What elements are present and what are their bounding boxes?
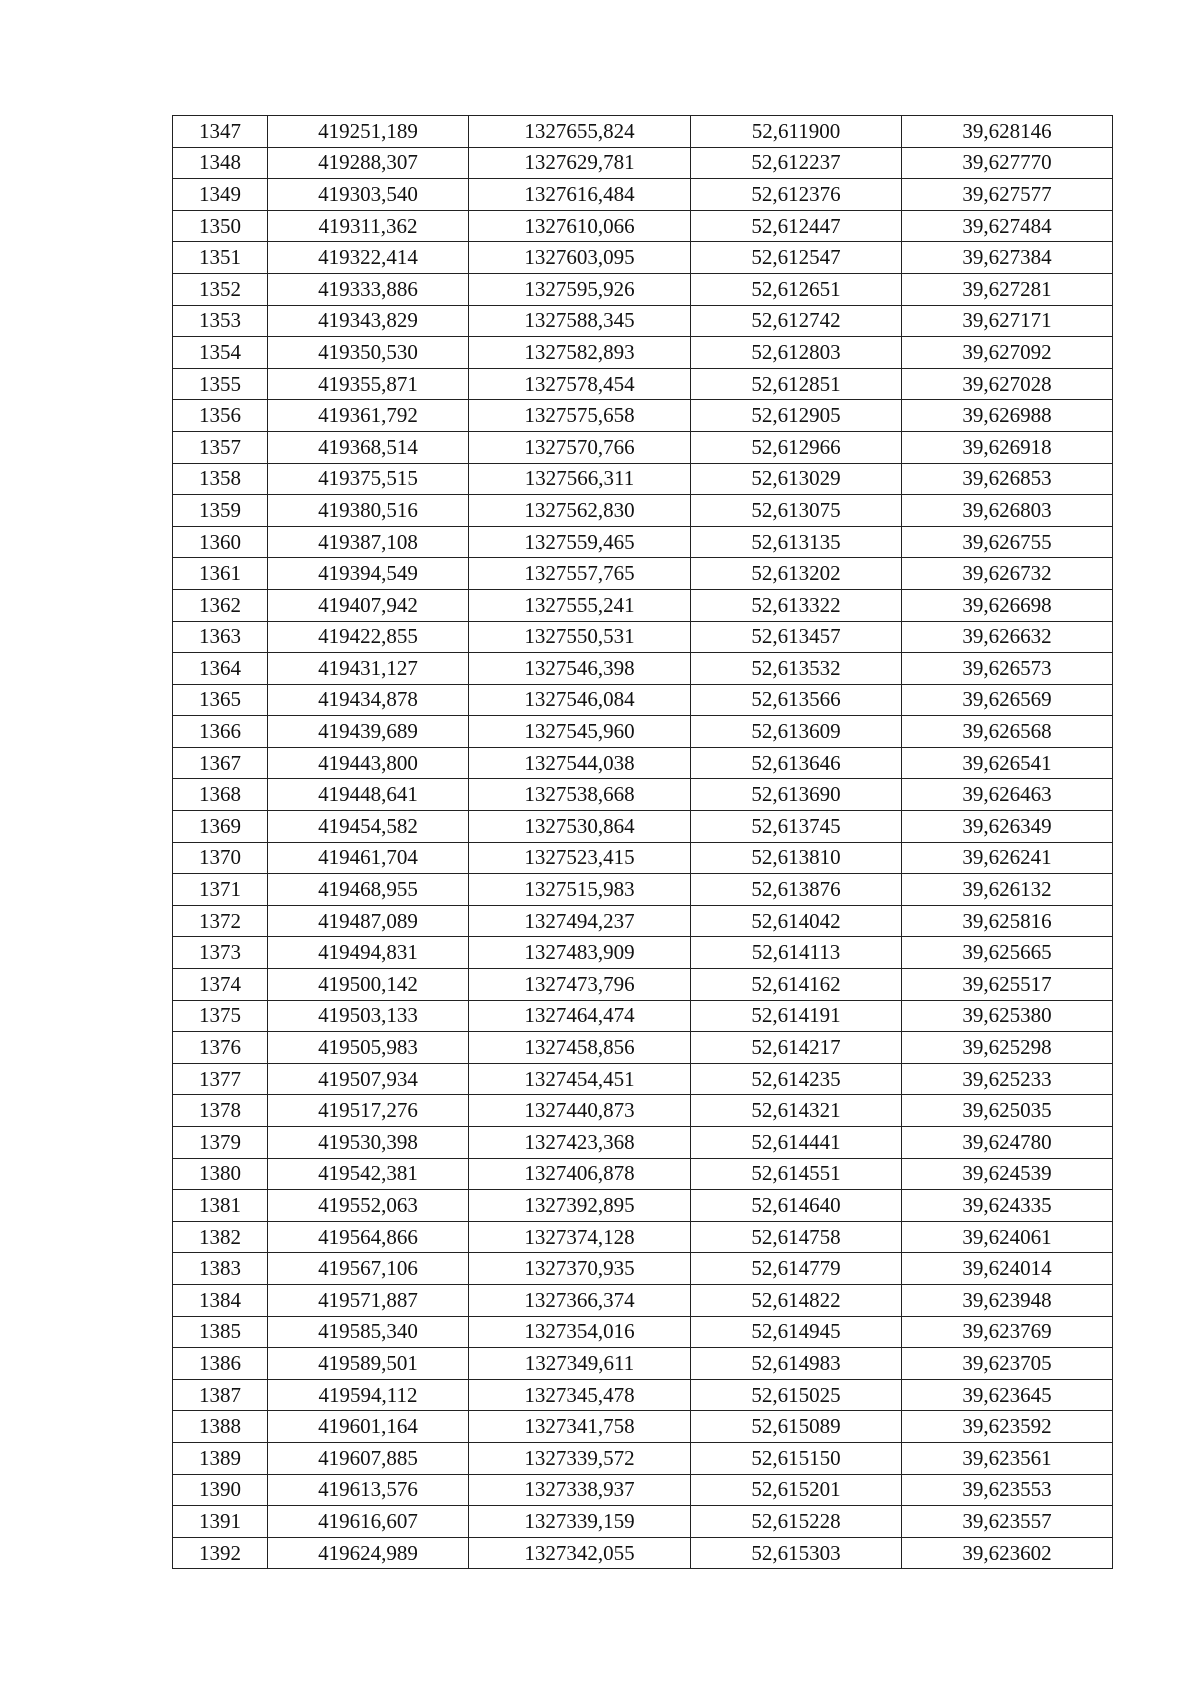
point-number-cell: 1361 (173, 558, 268, 590)
y-coordinate-cell: 1327578,454 (469, 368, 691, 400)
table-row (173, 1158, 1113, 1190)
longitude-cell: 39,626755 (902, 526, 1113, 558)
latitude-cell: 52,614113 (691, 937, 902, 969)
point-number-cell: 1359 (173, 495, 268, 527)
longitude-cell: 39,623553 (902, 1474, 1113, 1506)
latitude-cell: 52,614551 (691, 1158, 902, 1190)
longitude-cell: 39,628146 (902, 116, 1113, 148)
table-row (173, 1253, 1113, 1285)
longitude-cell: 39,623561 (902, 1442, 1113, 1474)
x-coordinate-cell: 419251,189 (268, 116, 469, 148)
y-coordinate-cell: 1327603,095 (469, 242, 691, 274)
point-number-cell: 1368 (173, 779, 268, 811)
x-coordinate-cell: 419343,829 (268, 305, 469, 337)
point-number-cell: 1374 (173, 969, 268, 1001)
latitude-cell: 52,612742 (691, 305, 902, 337)
point-number-cell: 1348 (173, 147, 268, 179)
latitude-cell: 52,613646 (691, 747, 902, 779)
table-row (173, 747, 1113, 779)
y-coordinate-cell: 1327483,909 (469, 937, 691, 969)
x-coordinate-cell: 419375,515 (268, 463, 469, 495)
point-number-cell: 1354 (173, 337, 268, 369)
latitude-cell: 52,612237 (691, 147, 902, 179)
y-coordinate-cell: 1327440,873 (469, 1095, 691, 1127)
latitude-cell: 52,613876 (691, 874, 902, 906)
latitude-cell: 52,615303 (691, 1537, 902, 1569)
x-coordinate-cell: 419461,704 (268, 842, 469, 874)
latitude-cell: 52,612651 (691, 273, 902, 305)
point-number-cell: 1370 (173, 842, 268, 874)
point-number-cell: 1356 (173, 400, 268, 432)
y-coordinate-cell: 1327546,398 (469, 653, 691, 685)
y-coordinate-cell: 1327374,128 (469, 1221, 691, 1253)
table-row (173, 431, 1113, 463)
y-coordinate-cell: 1327616,484 (469, 179, 691, 211)
y-coordinate-cell: 1327349,611 (469, 1348, 691, 1380)
table-row (173, 1000, 1113, 1032)
point-number-cell: 1382 (173, 1221, 268, 1253)
x-coordinate-cell: 419585,340 (268, 1316, 469, 1348)
table-row (173, 179, 1113, 211)
latitude-cell: 52,614945 (691, 1316, 902, 1348)
table-row (173, 653, 1113, 685)
longitude-cell: 39,626132 (902, 874, 1113, 906)
table-row (173, 937, 1113, 969)
y-coordinate-cell: 1327523,415 (469, 842, 691, 874)
y-coordinate-cell: 1327538,668 (469, 779, 691, 811)
y-coordinate-cell: 1327338,937 (469, 1474, 691, 1506)
latitude-cell: 52,615228 (691, 1506, 902, 1538)
y-coordinate-cell: 1327588,345 (469, 305, 691, 337)
longitude-cell: 39,625380 (902, 1000, 1113, 1032)
table-row (173, 969, 1113, 1001)
table-row (173, 1095, 1113, 1127)
longitude-cell: 39,627028 (902, 368, 1113, 400)
y-coordinate-cell: 1327458,856 (469, 1032, 691, 1064)
longitude-cell: 39,627770 (902, 147, 1113, 179)
table-row (173, 905, 1113, 937)
point-number-cell: 1375 (173, 1000, 268, 1032)
latitude-cell: 52,612547 (691, 242, 902, 274)
latitude-cell: 52,612905 (691, 400, 902, 432)
latitude-cell: 52,614779 (691, 1253, 902, 1285)
x-coordinate-cell: 419601,164 (268, 1411, 469, 1443)
latitude-cell: 52,613457 (691, 621, 902, 653)
table-row (173, 811, 1113, 843)
table-row (173, 1348, 1113, 1380)
longitude-cell: 39,627384 (902, 242, 1113, 274)
x-coordinate-cell: 419594,112 (268, 1379, 469, 1411)
table-row (173, 1506, 1113, 1538)
y-coordinate-cell: 1327341,758 (469, 1411, 691, 1443)
x-coordinate-cell: 419613,576 (268, 1474, 469, 1506)
y-coordinate-cell: 1327546,084 (469, 684, 691, 716)
point-number-cell: 1371 (173, 874, 268, 906)
point-number-cell: 1351 (173, 242, 268, 274)
table-row (173, 1316, 1113, 1348)
x-coordinate-cell: 419487,089 (268, 905, 469, 937)
latitude-cell: 52,615201 (691, 1474, 902, 1506)
table-row (173, 1221, 1113, 1253)
latitude-cell: 52,613029 (691, 463, 902, 495)
longitude-cell: 39,626569 (902, 684, 1113, 716)
latitude-cell: 52,611900 (691, 116, 902, 148)
x-coordinate-cell: 419443,800 (268, 747, 469, 779)
latitude-cell: 52,613745 (691, 811, 902, 843)
y-coordinate-cell: 1327610,066 (469, 210, 691, 242)
point-number-cell: 1353 (173, 305, 268, 337)
y-coordinate-cell: 1327454,451 (469, 1063, 691, 1095)
table-row (173, 463, 1113, 495)
point-number-cell: 1384 (173, 1284, 268, 1316)
point-number-cell: 1373 (173, 937, 268, 969)
longitude-cell: 39,626463 (902, 779, 1113, 811)
x-coordinate-cell: 419361,792 (268, 400, 469, 432)
y-coordinate-cell: 1327575,658 (469, 400, 691, 432)
point-number-cell: 1357 (173, 431, 268, 463)
point-number-cell: 1358 (173, 463, 268, 495)
table-row (173, 684, 1113, 716)
table-row (173, 621, 1113, 653)
latitude-cell: 52,615025 (691, 1379, 902, 1411)
x-coordinate-cell: 419567,106 (268, 1253, 469, 1285)
table-row (173, 116, 1113, 148)
table-row (173, 400, 1113, 432)
x-coordinate-cell: 419505,983 (268, 1032, 469, 1064)
latitude-cell: 52,613135 (691, 526, 902, 558)
x-coordinate-cell: 419394,549 (268, 558, 469, 590)
table-row (173, 1127, 1113, 1159)
latitude-cell: 52,614822 (691, 1284, 902, 1316)
point-number-cell: 1349 (173, 179, 268, 211)
x-coordinate-cell: 419589,501 (268, 1348, 469, 1380)
point-number-cell: 1381 (173, 1190, 268, 1222)
x-coordinate-cell: 419503,133 (268, 1000, 469, 1032)
longitude-cell: 39,626632 (902, 621, 1113, 653)
y-coordinate-cell: 1327566,311 (469, 463, 691, 495)
point-number-cell: 1369 (173, 811, 268, 843)
point-number-cell: 1388 (173, 1411, 268, 1443)
latitude-cell: 52,613202 (691, 558, 902, 590)
x-coordinate-cell: 419454,582 (268, 811, 469, 843)
y-coordinate-cell: 1327339,572 (469, 1442, 691, 1474)
longitude-cell: 39,624335 (902, 1190, 1113, 1222)
x-coordinate-cell: 419431,127 (268, 653, 469, 685)
table-row (173, 242, 1113, 274)
table-row (173, 842, 1113, 874)
y-coordinate-cell: 1327423,368 (469, 1127, 691, 1159)
point-number-cell: 1389 (173, 1442, 268, 1474)
longitude-cell: 39,626568 (902, 716, 1113, 748)
coordinates-table-body (173, 116, 1113, 1569)
table-row (173, 368, 1113, 400)
longitude-cell: 39,623602 (902, 1537, 1113, 1569)
x-coordinate-cell: 419517,276 (268, 1095, 469, 1127)
longitude-cell: 39,623592 (902, 1411, 1113, 1443)
longitude-cell: 39,623645 (902, 1379, 1113, 1411)
y-coordinate-cell: 1327515,983 (469, 874, 691, 906)
latitude-cell: 52,614235 (691, 1063, 902, 1095)
point-number-cell: 1347 (173, 116, 268, 148)
latitude-cell: 52,612447 (691, 210, 902, 242)
table-row (173, 1411, 1113, 1443)
latitude-cell: 52,615089 (691, 1411, 902, 1443)
y-coordinate-cell: 1327370,935 (469, 1253, 691, 1285)
point-number-cell: 1383 (173, 1253, 268, 1285)
y-coordinate-cell: 1327582,893 (469, 337, 691, 369)
latitude-cell: 52,613810 (691, 842, 902, 874)
y-coordinate-cell: 1327473,796 (469, 969, 691, 1001)
y-coordinate-cell: 1327555,241 (469, 589, 691, 621)
x-coordinate-cell: 419387,108 (268, 526, 469, 558)
point-number-cell: 1378 (173, 1095, 268, 1127)
y-coordinate-cell: 1327629,781 (469, 147, 691, 179)
x-coordinate-cell: 419530,398 (268, 1127, 469, 1159)
x-coordinate-cell: 419350,530 (268, 337, 469, 369)
coordinates-table (172, 115, 1113, 1569)
table-row (173, 1032, 1113, 1064)
y-coordinate-cell: 1327406,878 (469, 1158, 691, 1190)
x-coordinate-cell: 419542,381 (268, 1158, 469, 1190)
longitude-cell: 39,623557 (902, 1506, 1113, 1538)
x-coordinate-cell: 419624,989 (268, 1537, 469, 1569)
point-number-cell: 1367 (173, 747, 268, 779)
table-row (173, 716, 1113, 748)
x-coordinate-cell: 419303,540 (268, 179, 469, 211)
latitude-cell: 52,614042 (691, 905, 902, 937)
y-coordinate-cell: 1327464,474 (469, 1000, 691, 1032)
latitude-cell: 52,614441 (691, 1127, 902, 1159)
point-number-cell: 1365 (173, 684, 268, 716)
y-coordinate-cell: 1327354,016 (469, 1316, 691, 1348)
y-coordinate-cell: 1327550,531 (469, 621, 691, 653)
x-coordinate-cell: 419422,855 (268, 621, 469, 653)
point-number-cell: 1360 (173, 526, 268, 558)
x-coordinate-cell: 419494,831 (268, 937, 469, 969)
longitude-cell: 39,625665 (902, 937, 1113, 969)
latitude-cell: 52,613075 (691, 495, 902, 527)
longitude-cell: 39,624780 (902, 1127, 1113, 1159)
y-coordinate-cell: 1327339,159 (469, 1506, 691, 1538)
longitude-cell: 39,626241 (902, 842, 1113, 874)
x-coordinate-cell: 419552,063 (268, 1190, 469, 1222)
point-number-cell: 1392 (173, 1537, 268, 1569)
point-number-cell: 1376 (173, 1032, 268, 1064)
longitude-cell: 39,624539 (902, 1158, 1113, 1190)
y-coordinate-cell: 1327557,765 (469, 558, 691, 590)
latitude-cell: 52,612803 (691, 337, 902, 369)
y-coordinate-cell: 1327559,465 (469, 526, 691, 558)
longitude-cell: 39,623705 (902, 1348, 1113, 1380)
y-coordinate-cell: 1327595,926 (469, 273, 691, 305)
latitude-cell: 52,614191 (691, 1000, 902, 1032)
longitude-cell: 39,626853 (902, 463, 1113, 495)
latitude-cell: 52,613566 (691, 684, 902, 716)
longitude-cell: 39,624014 (902, 1253, 1113, 1285)
longitude-cell: 39,625816 (902, 905, 1113, 937)
table-row (173, 1442, 1113, 1474)
longitude-cell: 39,623769 (902, 1316, 1113, 1348)
longitude-cell: 39,625035 (902, 1095, 1113, 1127)
table-row (173, 1379, 1113, 1411)
longitude-cell: 39,626573 (902, 653, 1113, 685)
latitude-cell: 52,613532 (691, 653, 902, 685)
longitude-cell: 39,623948 (902, 1284, 1113, 1316)
point-number-cell: 1363 (173, 621, 268, 653)
x-coordinate-cell: 419355,871 (268, 368, 469, 400)
longitude-cell: 39,625298 (902, 1032, 1113, 1064)
table-row (173, 495, 1113, 527)
latitude-cell: 52,613322 (691, 589, 902, 621)
y-coordinate-cell: 1327570,766 (469, 431, 691, 463)
longitude-cell: 39,626988 (902, 400, 1113, 432)
x-coordinate-cell: 419500,142 (268, 969, 469, 1001)
latitude-cell: 52,612376 (691, 179, 902, 211)
table-row (173, 526, 1113, 558)
x-coordinate-cell: 419468,955 (268, 874, 469, 906)
y-coordinate-cell: 1327342,055 (469, 1537, 691, 1569)
point-number-cell: 1377 (173, 1063, 268, 1095)
y-coordinate-cell: 1327345,478 (469, 1379, 691, 1411)
table-row (173, 1063, 1113, 1095)
point-number-cell: 1386 (173, 1348, 268, 1380)
point-number-cell: 1372 (173, 905, 268, 937)
point-number-cell: 1352 (173, 273, 268, 305)
y-coordinate-cell: 1327494,237 (469, 905, 691, 937)
x-coordinate-cell: 419507,934 (268, 1063, 469, 1095)
latitude-cell: 52,614983 (691, 1348, 902, 1380)
y-coordinate-cell: 1327545,960 (469, 716, 691, 748)
longitude-cell: 39,626541 (902, 747, 1113, 779)
y-coordinate-cell: 1327562,830 (469, 495, 691, 527)
x-coordinate-cell: 419448,641 (268, 779, 469, 811)
latitude-cell: 52,614321 (691, 1095, 902, 1127)
latitude-cell: 52,615150 (691, 1442, 902, 1474)
latitude-cell: 52,612851 (691, 368, 902, 400)
longitude-cell: 39,627484 (902, 210, 1113, 242)
x-coordinate-cell: 419616,607 (268, 1506, 469, 1538)
x-coordinate-cell: 419380,516 (268, 495, 469, 527)
table-row (173, 558, 1113, 590)
latitude-cell: 52,614162 (691, 969, 902, 1001)
latitude-cell: 52,613690 (691, 779, 902, 811)
longitude-cell: 39,626732 (902, 558, 1113, 590)
x-coordinate-cell: 419434,878 (268, 684, 469, 716)
point-number-cell: 1364 (173, 653, 268, 685)
x-coordinate-cell: 419322,414 (268, 242, 469, 274)
point-number-cell: 1350 (173, 210, 268, 242)
longitude-cell: 39,626698 (902, 589, 1113, 621)
longitude-cell: 39,625233 (902, 1063, 1113, 1095)
table-row (173, 874, 1113, 906)
longitude-cell: 39,626803 (902, 495, 1113, 527)
table-row (173, 147, 1113, 179)
longitude-cell: 39,626918 (902, 431, 1113, 463)
point-number-cell: 1355 (173, 368, 268, 400)
latitude-cell: 52,614217 (691, 1032, 902, 1064)
y-coordinate-cell: 1327544,038 (469, 747, 691, 779)
table-row (173, 1190, 1113, 1222)
table-row (173, 337, 1113, 369)
point-number-cell: 1362 (173, 589, 268, 621)
y-coordinate-cell: 1327655,824 (469, 116, 691, 148)
x-coordinate-cell: 419407,942 (268, 589, 469, 621)
table-row (173, 1284, 1113, 1316)
latitude-cell: 52,613609 (691, 716, 902, 748)
longitude-cell: 39,626349 (902, 811, 1113, 843)
point-number-cell: 1380 (173, 1158, 268, 1190)
table-row (173, 779, 1113, 811)
point-number-cell: 1385 (173, 1316, 268, 1348)
point-number-cell: 1391 (173, 1506, 268, 1538)
x-coordinate-cell: 419333,886 (268, 273, 469, 305)
table-row (173, 589, 1113, 621)
latitude-cell: 52,614758 (691, 1221, 902, 1253)
longitude-cell: 39,627577 (902, 179, 1113, 211)
table-row (173, 1474, 1113, 1506)
latitude-cell: 52,614640 (691, 1190, 902, 1222)
x-coordinate-cell: 419288,307 (268, 147, 469, 179)
y-coordinate-cell: 1327392,895 (469, 1190, 691, 1222)
x-coordinate-cell: 419607,885 (268, 1442, 469, 1474)
longitude-cell: 39,627171 (902, 305, 1113, 337)
latitude-cell: 52,612966 (691, 431, 902, 463)
x-coordinate-cell: 419311,362 (268, 210, 469, 242)
longitude-cell: 39,624061 (902, 1221, 1113, 1253)
point-number-cell: 1387 (173, 1379, 268, 1411)
table-row (173, 273, 1113, 305)
x-coordinate-cell: 419439,689 (268, 716, 469, 748)
x-coordinate-cell: 419564,866 (268, 1221, 469, 1253)
table-row (173, 1537, 1113, 1569)
x-coordinate-cell: 419368,514 (268, 431, 469, 463)
point-number-cell: 1366 (173, 716, 268, 748)
longitude-cell: 39,625517 (902, 969, 1113, 1001)
table-row (173, 210, 1113, 242)
table-row (173, 305, 1113, 337)
longitude-cell: 39,627092 (902, 337, 1113, 369)
point-number-cell: 1379 (173, 1127, 268, 1159)
y-coordinate-cell: 1327530,864 (469, 811, 691, 843)
y-coordinate-cell: 1327366,374 (469, 1284, 691, 1316)
point-number-cell: 1390 (173, 1474, 268, 1506)
longitude-cell: 39,627281 (902, 273, 1113, 305)
x-coordinate-cell: 419571,887 (268, 1284, 469, 1316)
